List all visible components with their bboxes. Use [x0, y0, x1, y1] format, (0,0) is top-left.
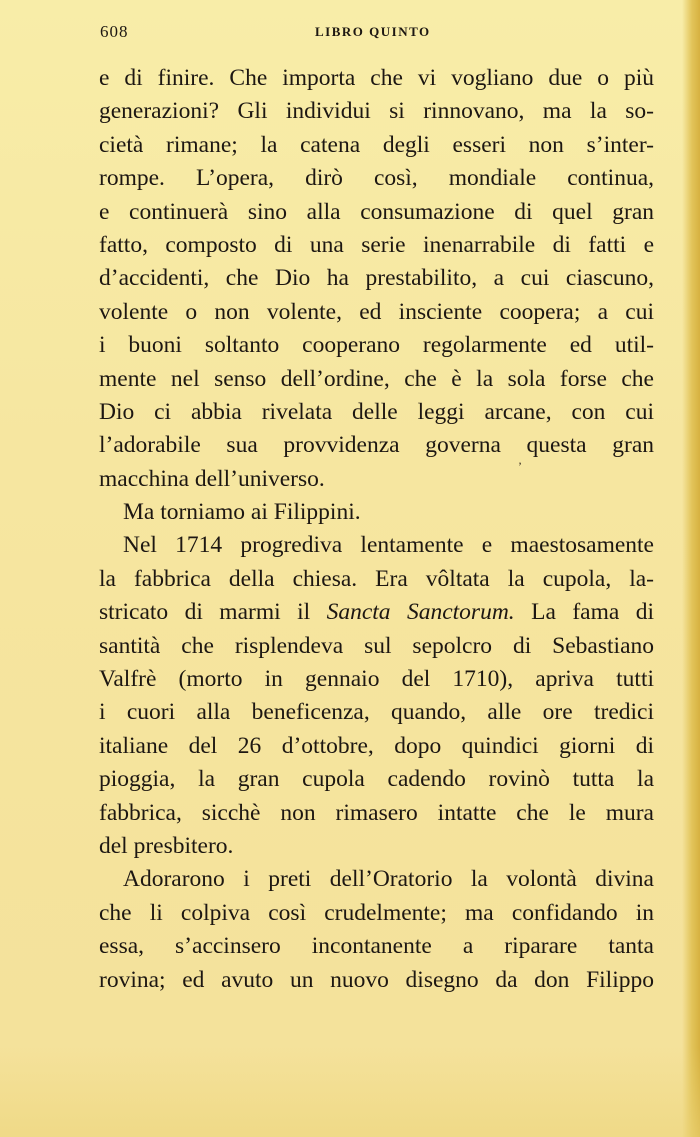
text-line: generazioni? Gli individui si rinnovano, ma la so-	[99, 98, 654, 125]
text-line: cietà rimane; la catena degli esseri non s’inter-	[99, 131, 654, 158]
text-line: essa, s’accinsero incontanente a riparare tanta	[99, 933, 654, 960]
text-fragment: stricato di marmi il Sancta Sanctorum. La fama di	[99, 599, 654, 626]
body-text	[99, 62, 654, 997]
text-line: d’accidenti, che Dio ha prestabilito, a cui ciascuno,	[99, 265, 654, 292]
text-line: rovina; ed avuto un nuovo disegno da don Filippo	[99, 966, 654, 993]
text-line: fabbrica, sicchè non rimasero intatte che le mura	[99, 799, 654, 826]
text-line: mente nel senso dell’ordine, che è la sola forse che	[99, 365, 654, 392]
text-line: e continuerà sino alla consumazione di quel gran	[99, 198, 654, 225]
text-line: Dio ci abbia rivelata delle leggi arcane, con cui	[99, 398, 654, 425]
text-line: Nel 1714 progrediva lentamente e maestosamente	[123, 532, 654, 559]
text-line: volente o non volente, ed insciente coopera; a cui	[99, 298, 654, 325]
text-line: italiane del 26 d’ottobre, dopo quindici giorni di	[99, 732, 654, 759]
text-line: del presbitero.	[99, 832, 234, 859]
text-line: i cuori alla beneficenza, quando, alle ore tredici	[99, 699, 654, 726]
italic-term: Sancta Sanctorum.	[326, 599, 515, 626]
page-header	[100, 22, 660, 48]
page-bottom-shade	[0, 1047, 700, 1137]
text-line: l’adorabile sua provvidenza governa questa gran	[99, 432, 654, 459]
text-line: che li colpiva così crudelmente; ma confidando in	[99, 899, 654, 926]
running-head: LIBRO QUINTO	[315, 24, 431, 39]
page-edge-shadow	[682, 0, 700, 1137]
text-line: Adorarono i preti dell’Oratorio la volontà divina	[123, 866, 654, 893]
text-line-sancta-sanctorum	[99, 596, 654, 629]
text-line: rompe. L’opera, dirò così, mondiale continua,	[99, 165, 654, 192]
stray-print-mark: ’	[518, 459, 522, 473]
text-line: e di finire. Che importa che vi vogliano due o più	[99, 65, 654, 91]
page-number: 608	[100, 22, 129, 41]
text-line: macchina dell’universo.	[99, 465, 325, 492]
text-line: i buoni soltanto cooperano regolarmente ed util-	[99, 332, 654, 359]
text-line: santità che risplendeva sul sepolcro di Sebastiano	[99, 632, 654, 659]
text-line: pioggia, la gran cupola cadendo rovinò tutta la	[99, 766, 654, 793]
text-line: la fabbrica della chiesa. Era vôltata la cupola, la-	[99, 565, 654, 592]
text-line: fatto, composto di una serie inenarrabile di fatti e	[99, 231, 654, 258]
text-line: Ma torniamo ai Filippini.	[123, 499, 361, 526]
text-line: Valfrè (morto in gennaio del 1710), apriva tutti	[99, 666, 654, 693]
